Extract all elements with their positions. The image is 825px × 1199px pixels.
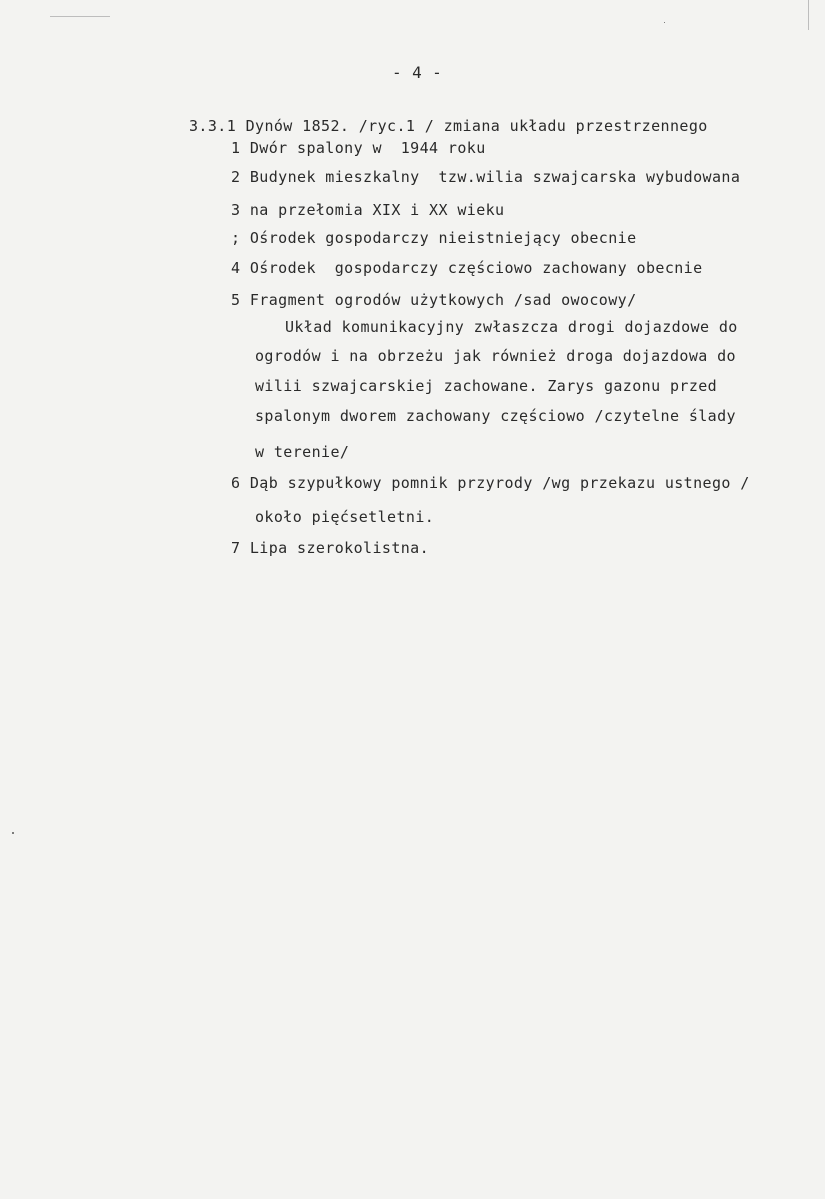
list-item: 7 Lipa szerokolistna.	[231, 539, 430, 557]
list-item: 6 Dąb szypułkowy pomnik przyrody /wg przekazu ustnego /	[231, 474, 750, 492]
scan-mark-top-right	[808, 0, 809, 30]
list-item: 4 Ośrodek gospodarczy częściowo zachowany obecnie	[231, 259, 703, 277]
scan-mark-top-left	[50, 16, 110, 17]
paragraph-line: spalonym dworem zachowany częściowo /czytelne ślady	[255, 407, 736, 425]
list-item: 3 na przełomia XIX i XX wieku	[231, 201, 505, 219]
section-heading: 3.3.1 Dynów 1852. /ryc.1 / zmiana układu przestrzennego	[189, 117, 708, 135]
paragraph-line: Układ komunikacyjny zwłaszcza drogi dojazdowe do	[285, 318, 738, 336]
scan-speck	[12, 832, 14, 834]
scan-speck	[664, 22, 665, 23]
paragraph-line: w terenie/	[255, 443, 350, 461]
paragraph-line: ogrodów i na obrzeżu jak również droga dojazdowa do	[255, 347, 736, 365]
list-item: ; Ośrodek gospodarczy nieistniejący obecnie	[231, 229, 637, 247]
page-number: - 4 -	[392, 63, 443, 82]
list-item-continuation: około pięćsetletni.	[255, 508, 435, 526]
list-item: 1 Dwór spalony w 1944 roku	[231, 139, 486, 157]
list-item: 5 Fragment ogrodów użytkowych /sad owocowy/	[231, 291, 637, 309]
paragraph-line: wilii szwajcarskiej zachowane. Zarys gazonu przed	[255, 377, 718, 395]
list-item: 2 Budynek mieszkalny tzw.wilia szwajcarska wybudowana	[231, 168, 741, 186]
